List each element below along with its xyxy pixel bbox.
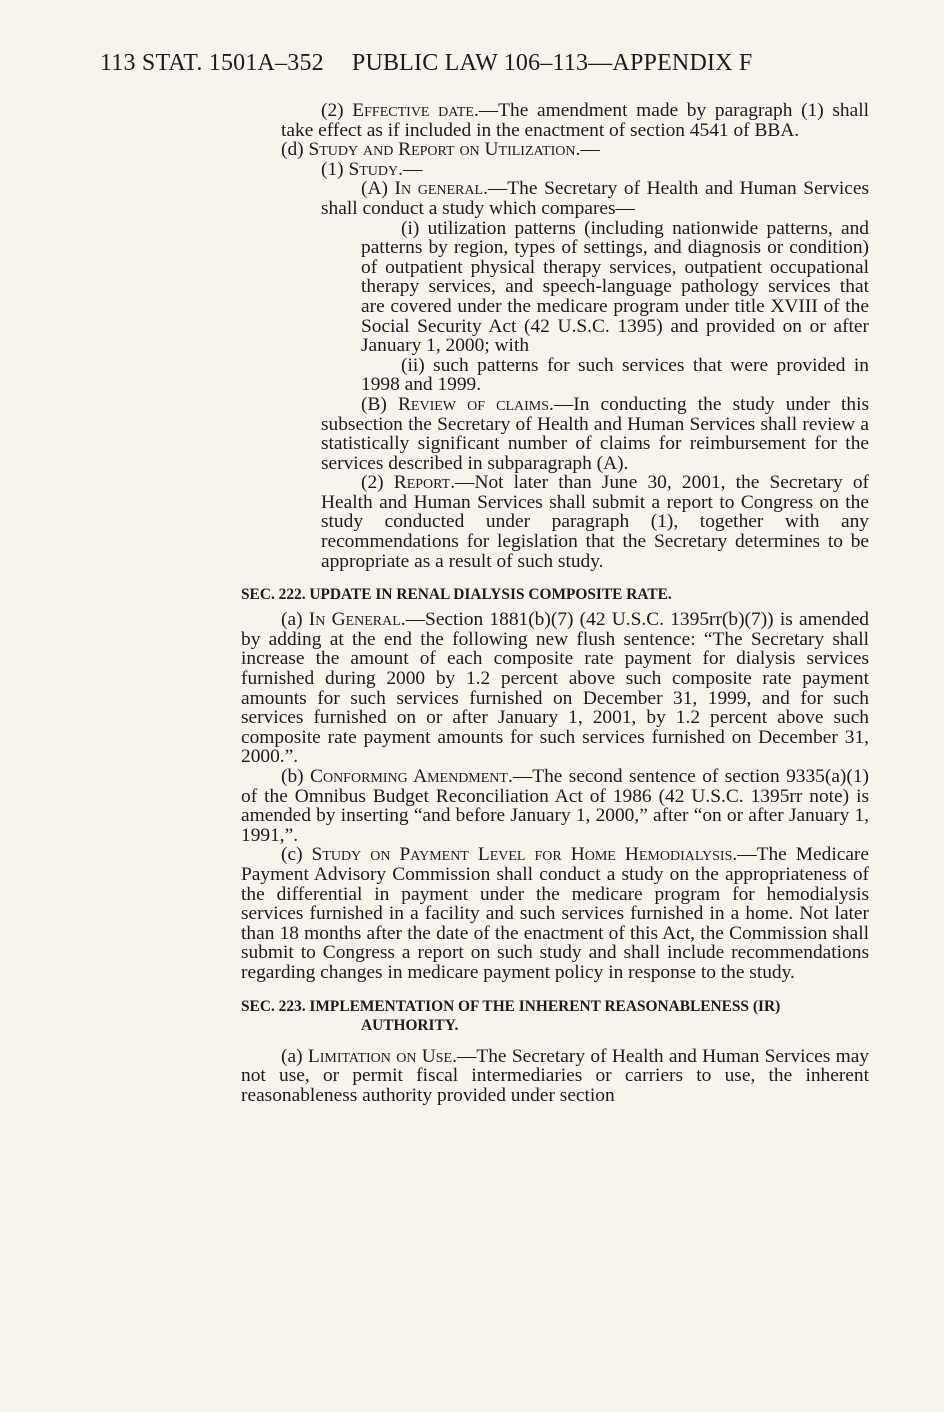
subparagraph-review-of-claims: (B) Review of claims.—In conducting the study under this subsection the Secretary of Health and Human Services shall review a statistically significant number of claims for reimbursement for the services described in subparagraph (A). [321,393,869,474]
statute-citation: 113 STAT. 1501A–352 [100,50,324,76]
sec222-subsection-a: (a) In General.—Section 1881(b)(7) (42 U.S.C. 1395rr(b)(7)) is amended by adding at the end the following new flush sentence: “The Secretary shall increase the amount of each composite rate payment for dialysis services furnished during 2000 by 1.2 percent above such composite rate payment amounts for such services furnished on December 31, 1999, and for such services furnished on or after January 1, 2001, by 1.2 percent above such composite rate payment amounts for such services furnished on December 31, 2000.”. [241,609,869,768]
section-222-title: SEC. 222. UPDATE IN RENAL DIALYSIS COMPOSITE RATE. [241,586,672,604]
paragraph-heading: Conforming Amendment [310,766,508,787]
paragraph-heading: Study [348,158,399,180]
paragraph-heading: Report [393,472,451,494]
document-body [241,101,869,1105]
clause-i: (i) utilization patterns (including nationwide patterns, and patterns by region, types of settings, and diagnosis or condition) of outpatient physical therapy services, outpatient occupational therapy services, and speech-language pathology services that are covered under the medicare program under title XVIII of the Social Security Act (42 U.S.C. 1395) and provided on or after January 1, 2000; with [361,217,869,357]
section-223-title: SEC. 223. IMPLEMENTATION OF THE INHERENT REASONABLENESS (IR) AUTHORITY. [241,997,781,1034]
subsection-study-report: (d) Study and Report on Utilization.— [281,139,600,161]
paragraph-heading: In general [394,178,484,200]
paragraph-heading: Study on Payment Level for Home Hemodialysis [311,844,733,866]
sec222-subsection-b: (b) Conforming Amendment.—The second sentence of section 9335(a)(1) of the Omnibus Budget Reconciliation Act of 1986 (42 U.S.C. 1395rr note) is amended by inserting “and before January 1, 2000,” after “on or after January 1, 1991,”. [241,766,869,846]
sec223-subsection-a: (a) Limitation on Use.—The Secretary of Health and Human Services may not use, or permit fiscal intermediaries or carriers to use, the inherent reasonableness authority provided under section [241,1045,869,1106]
paragraph-heading: Effective date [352,100,474,121]
sec222-subsection-c: (c) Study on Payment Level for Home Hemodialysis.—The Medicare Payment Advisory Commission shall conduct a study on the appropriateness of the differential in payment under the medicare program for hemodialysis services furnished in a facility and such services furnished in a home. Not later than 18 months after the date of the enactment of this Act, the Commission shall submit to Congress a report on such study and shall include recommendations regarding changes in medicare payment policy in response to the study. [241,844,869,983]
page-header [100,50,860,77]
subparagraph-in-general: (A) In general.—The Secretary of Health and Human Services shall conduct a study which compares— [321,178,869,219]
paragraph-heading: In General [308,609,401,631]
paragraph-study: (1) Study.— [321,158,423,180]
paragraph-effective-date: (2) Effective date.—The amendment made by paragraph (1) shall take effect as if included in the enactment of section 4541 of BBA. [281,100,869,141]
paragraph-heading: Review of claims [397,393,550,415]
paragraph-heading: Study and Report on Utilization [308,139,576,161]
law-title: PUBLIC LAW 106–113—APPENDIX F [351,50,753,76]
paragraph-report: (2) Report.—Not later than June 30, 2001, the Secretary of Health and Human Services shall submit a report to Congress on the study conducted under paragraph (1), together with any recommendations for legislation that the Secretary determines to be appropriate as a result of such study. [321,472,869,572]
paragraph-heading: Limitation on Use [307,1045,453,1067]
clause-ii: (ii) such patterns for such services that were provided in 1998 and 1999. [361,354,869,396]
